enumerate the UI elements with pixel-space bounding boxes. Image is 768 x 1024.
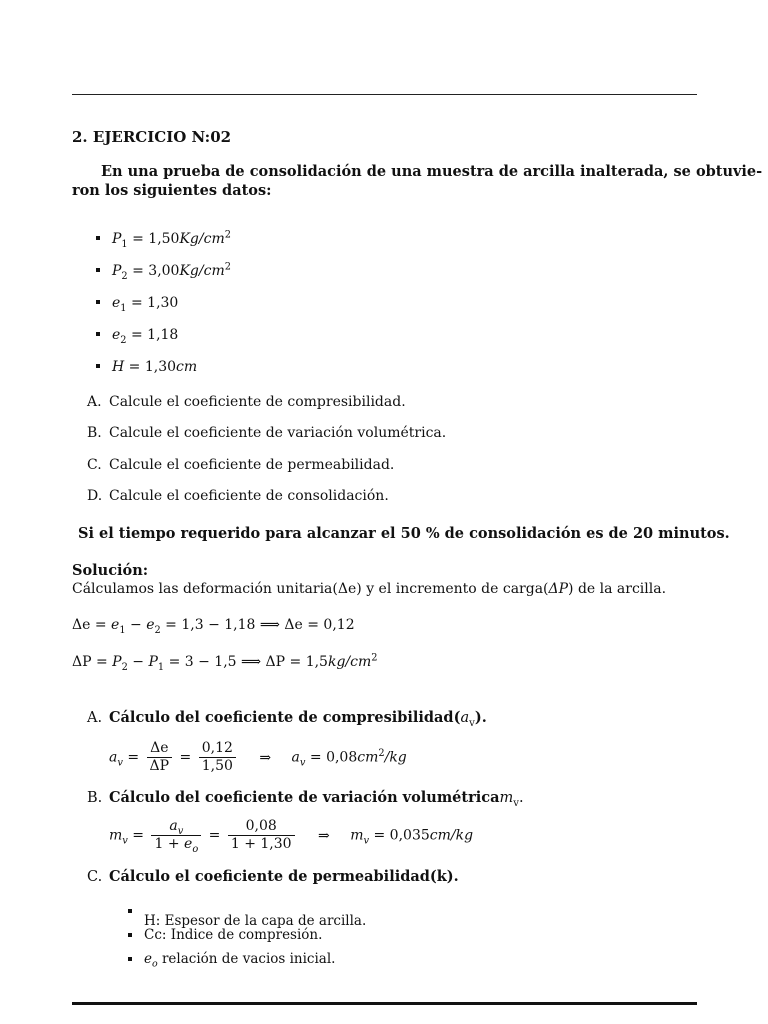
step-a-title: A. Cálculo del coeficiente de $compresibilidad(a_v)$. xyxy=(87,709,487,729)
definition-item: $e_o$ relación de vacios inicial. xyxy=(128,951,335,967)
bottom-rule xyxy=(72,1002,697,1005)
bullet-icon xyxy=(96,236,100,240)
delta-e-equation: $\Delta e = e_1 - e_2 = 1,3 - 1,18$ ⟹ Δe = 0,12 xyxy=(72,617,355,636)
bullet-icon xyxy=(128,957,132,961)
volumetric-formula: $m_v$ = $\frac{a_v}{1 + e_o}$ = $\frac{0,08}{1 + 1,30}$ ⇒ $m_v = 0,035cm/kg$ xyxy=(109,818,474,855)
step-c-title: C. Cálculo el coeficiente de permeabilidad(k). xyxy=(87,868,459,885)
given-item: $P_2 = 3,00Kg/cm^2$ xyxy=(96,262,231,280)
given-item: H = 1,30cm xyxy=(96,358,197,376)
fraction: $\frac{0,12}{1,50}$ xyxy=(199,740,236,775)
delta-p-equation: $\Delta P = P_2 - P_1 = 3 - 1,5$ ⟹ $\Delta P = 1,5kg/cm^2$ xyxy=(72,652,378,673)
fraction: $\frac{0,08}{1 + 1,30}$ xyxy=(228,818,295,853)
task-item: C. Calcule el coeficiente de permeabilidad. xyxy=(87,457,395,473)
task-item: A. Calcule el coeficiente de compresibilidad. xyxy=(87,394,406,410)
intro-line-1: En una prueba de consolidación de una muestra de arcilla inalterada, se obtuvie- xyxy=(101,163,763,180)
definition-item: Cc: Indice de compresión. xyxy=(128,927,322,943)
fraction: $\frac{a_v}{1 + e_o}$ xyxy=(151,818,201,853)
solution-title: Solución: xyxy=(72,562,149,579)
definition-item: H: Espesor de la capa de arcilla. xyxy=(144,913,367,929)
bullet-icon xyxy=(96,332,100,336)
bullet-icon xyxy=(96,268,100,272)
top-rule xyxy=(72,94,697,95)
step-b-title: B. Cálculo del coeficiente de variación volumétricam$_v$. xyxy=(87,789,524,809)
bullet-icon xyxy=(96,300,100,304)
given-item: $e_1 = 1,30$ xyxy=(96,294,178,312)
compressibility-formula: $a_v$ = $\frac{\Delta e}{\Delta P}$ = $\frac{0,12}{1,50}$ ⇒ $a_v = 0,08cm^2/kg$ xyxy=(109,740,407,774)
fraction: $\frac{\Delta e}{\Delta P}$ xyxy=(147,740,173,775)
empty-bullet xyxy=(128,903,144,919)
given-item: $P_1 = 1,50Kg/cm^2$ xyxy=(96,230,231,248)
intro-line-2: ron los siguientes datos: xyxy=(72,182,272,199)
bullet-icon xyxy=(128,909,132,913)
exercise-heading: 2. EJERCICIO N:02 xyxy=(72,128,232,146)
task-item: B. Calcule el coeficiente de variación volumétrica. xyxy=(87,425,447,441)
solution-intro: Cálculamos las deformación unitaria(Δe) y el incremento de carga(ΔP) de la arcilla. xyxy=(72,581,667,597)
bullet-icon xyxy=(128,933,132,937)
given-item: $e_2 = 1,18$ xyxy=(96,326,178,344)
task-item: D. Calcule el coeficiente de consolidación. xyxy=(87,488,389,504)
bullet-icon xyxy=(96,364,100,368)
time-note: Si el tiempo requerido para alcanzar el 50 % de consolidación es de 20 minutos. xyxy=(78,525,730,542)
